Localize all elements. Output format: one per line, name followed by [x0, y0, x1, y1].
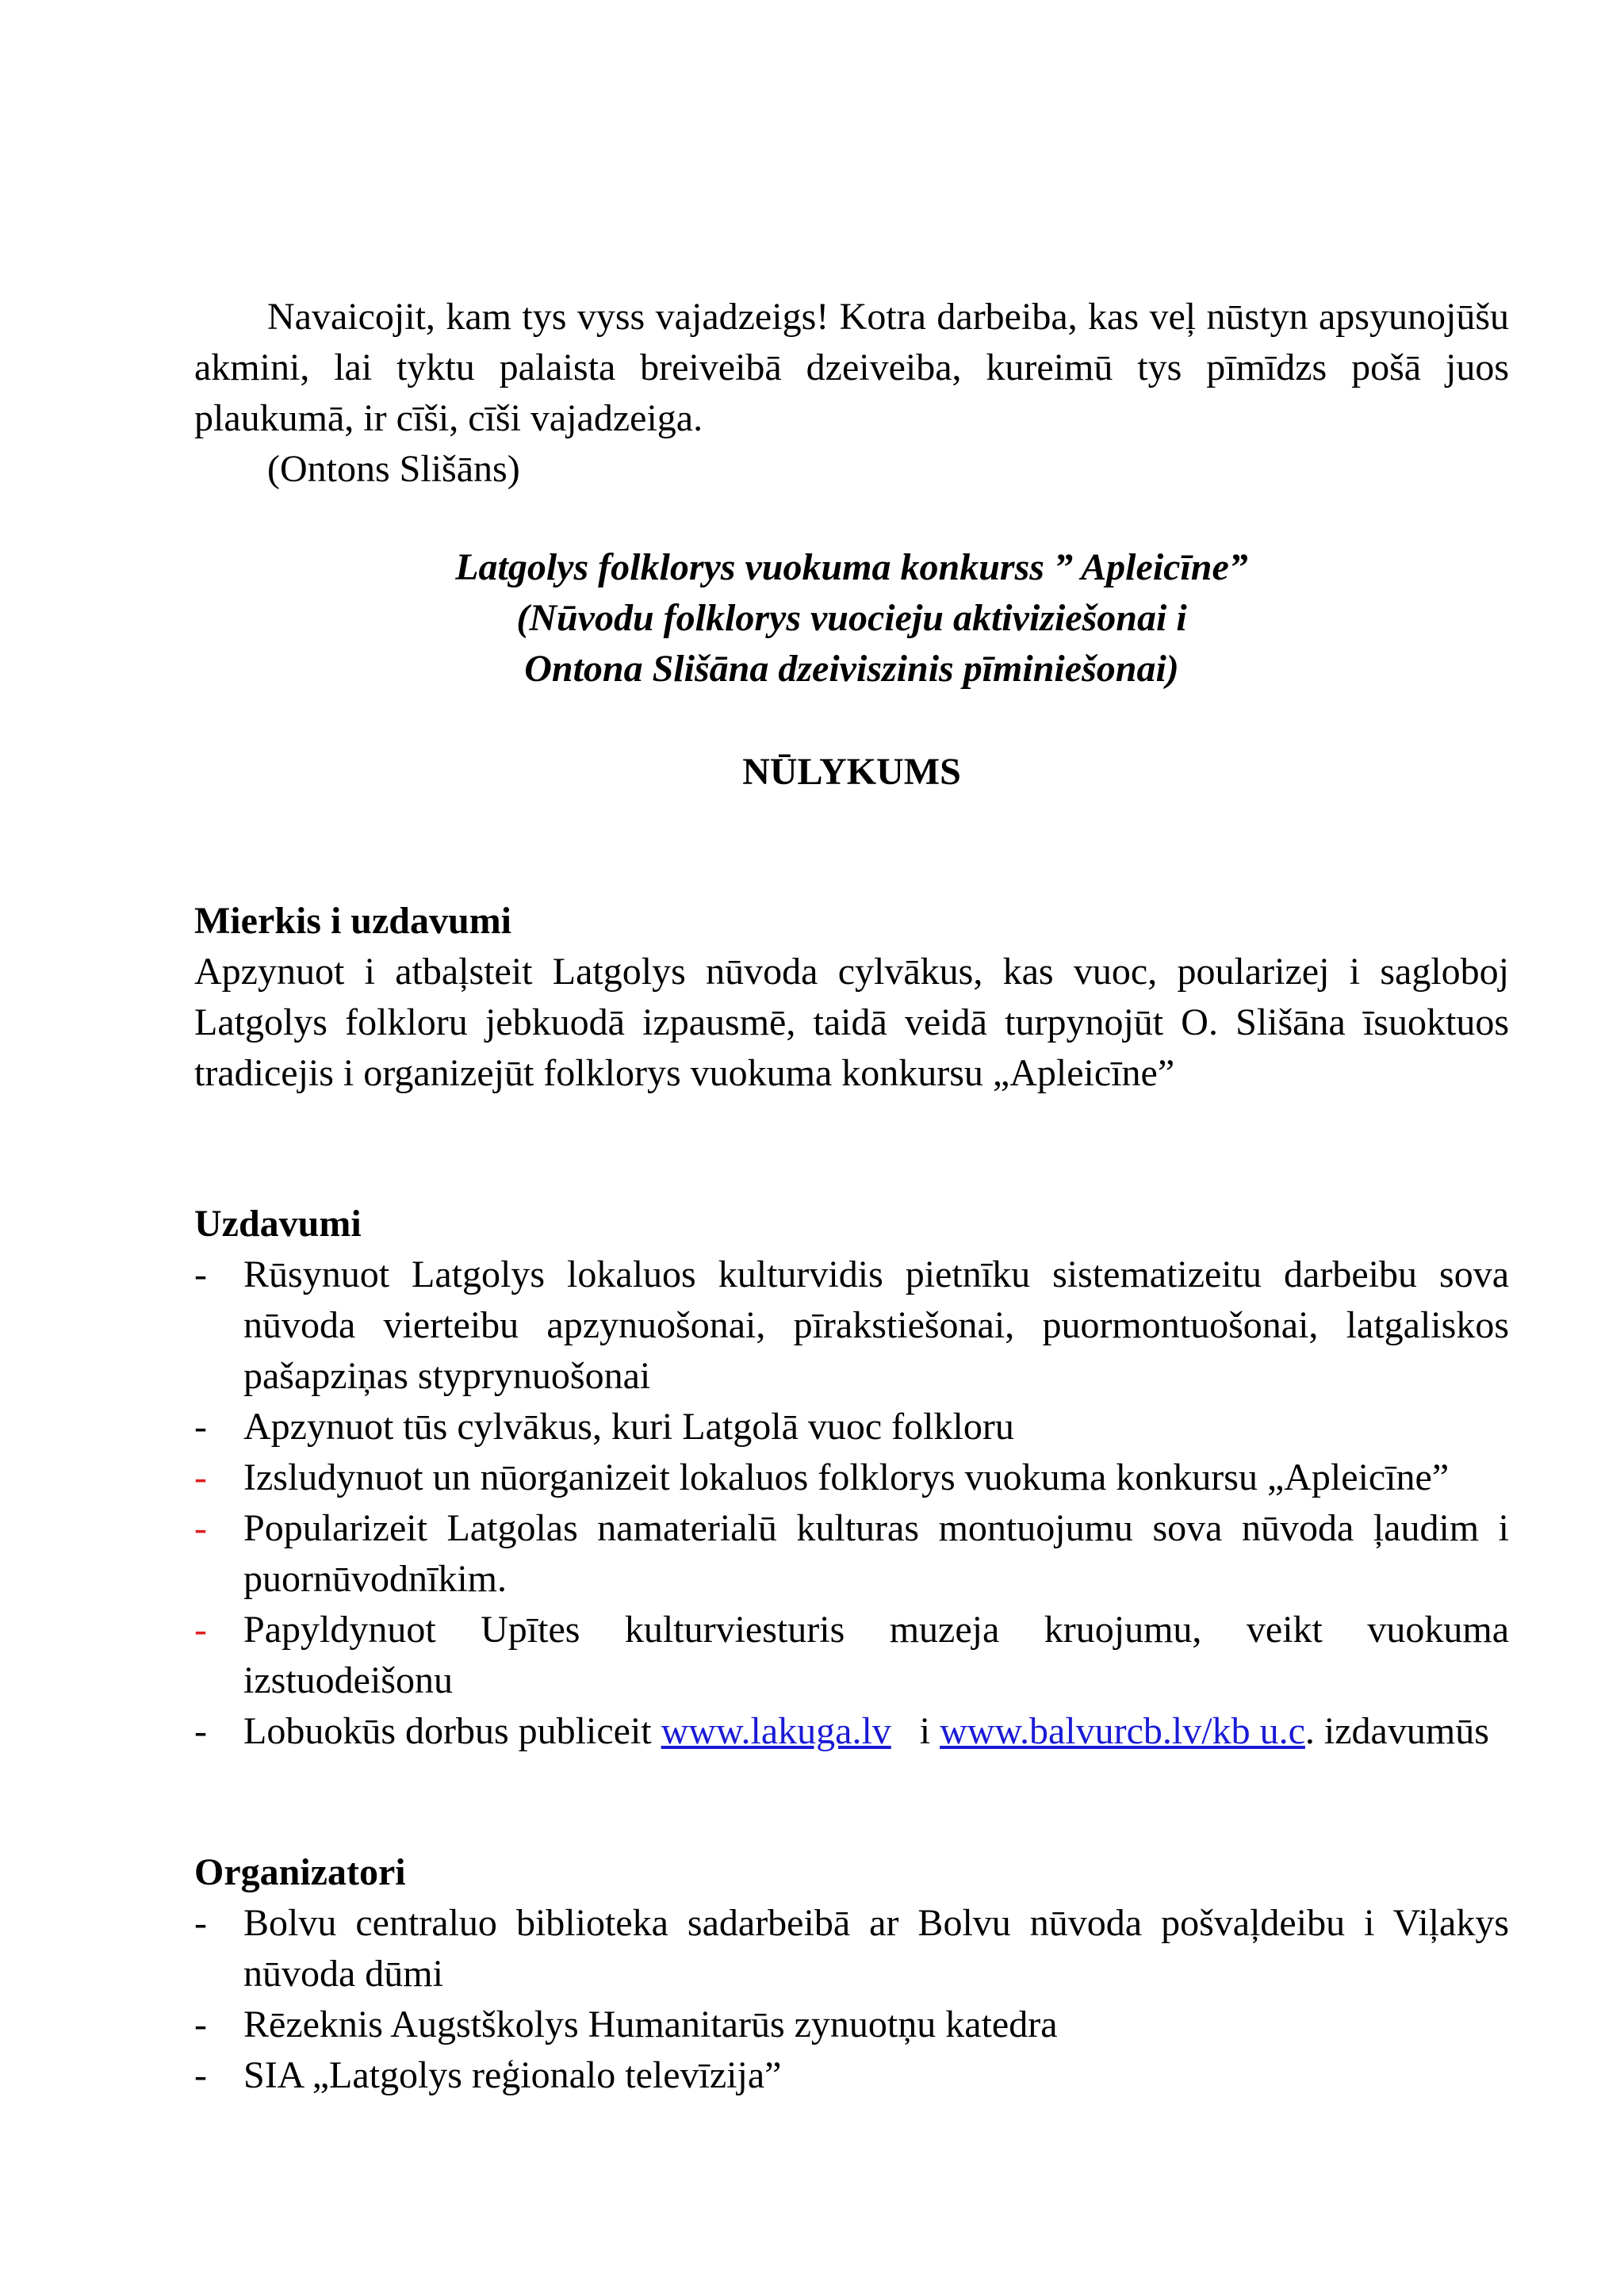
dash-marker: -: [194, 1902, 207, 1944]
epigraph: [194, 292, 1509, 495]
dash-marker: -: [194, 1253, 207, 1295]
section-goals: [194, 896, 1509, 1099]
section-tasks-heading: Uzdavumi: [194, 1203, 362, 1245]
list-item: - Izsludynuot un nūorganizeit lokaluos folklorys vuokuma konkursu „Apleicīne”: [194, 1452, 1509, 1503]
link-balvurcb[interactable]: www.balvurcb.lv/kb u.c: [940, 1710, 1305, 1752]
dash-marker: -: [194, 2003, 207, 2045]
title-line-3: Ontona Slišāna dzeiviszinis pīminiešonai): [524, 648, 1179, 690]
tasks-list: [194, 1249, 1509, 1757]
link-lakuga[interactable]: www.lakuga.lv: [661, 1710, 891, 1752]
list-item: - Papyldynuot Upītes kulturviesturis muzeja kruojumu, veikt vuokuma izstuodeišonu: [194, 1605, 1509, 1706]
epigraph-text: Navaicojit, kam tys vyss vajadzeigs! Kotra darbeiba, kas veļ nūstyn apsyunojūšu akmini, lai tyktu palaista breiveibā dzeiveiba, kureimū tys pīmīdzs pošā juos plaukumā, ir cīši, cīši vajadzeiga.: [194, 296, 1509, 439]
document-title: [194, 542, 1509, 695]
list-item: - Popularizeit Latgolas namaterialū kulturas montuojumu sova nūvoda ļaudim i puornūvodnīkim.: [194, 1503, 1509, 1605]
dash-marker-red: -: [194, 1507, 207, 1549]
dash-marker-red: -: [194, 1456, 207, 1498]
doc-heading: NŪLYKUMS: [742, 751, 961, 793]
section-goals-text: Apzynuot i atbaļsteit Latgolys nūvoda cylvākus, kas vuoc, poularizej i sagloboj Latgolys folkloru jebkuodā izpausmē, taidā veidā turpynojūt O. Slišāna īsuoktuos tradicejis i organizejūt folklorys vuokuma konkursu „Apleicīne”: [194, 951, 1509, 1094]
list-item: - Bolvu centraluo biblioteka sadarbeibā ar Bolvu nūvoda pošvaļdeibu i Viļakys nūvoda dūmi: [194, 1898, 1509, 1999]
section-goals-heading: Mierkis i uzdavumi: [194, 900, 512, 942]
list-item: - Rūsynuot Latgolys lokaluos kulturvidis pietnīku sistematizeitu darbeibu sova nūvoda vierteibu apzynuošonai, pīrakstiešonai, puormontuošonai, latgaliskos pašapziņas styprynuošonai: [194, 1249, 1509, 1402]
list-item: - Apzynuot tūs cylvākus, kuri Latgolā vuoc folkloru: [194, 1402, 1509, 1452]
dash-marker: -: [194, 2054, 207, 2096]
section-organizers: [194, 1847, 1509, 2101]
section-tasks: [194, 1199, 1509, 1757]
title-line-2: (Nūvodu folklorys vuocieju aktiviziešonai i: [516, 597, 1187, 639]
epigraph-author: (Ontons Slišāns): [267, 448, 520, 490]
dash-marker-red: -: [194, 1609, 207, 1651]
list-item-publish: - Lobuokūs dorbus publiceit www.lakuga.lv i www.balvurcb.lv/kb u.c. izdavumūs: [194, 1706, 1509, 1757]
organizers-list: [194, 1898, 1509, 2101]
dash-marker: -: [194, 1710, 207, 1752]
list-item: - Rēzeknis Augstškolys Humanitarūs zynuotņu katedra: [194, 1999, 1509, 2050]
title-line-1: Latgolys folklorys vuokuma konkurss ” Apleicīne”: [455, 546, 1248, 588]
section-organizers-heading: Organizatori: [194, 1851, 406, 1893]
list-item: - SIA „Latgolys reģionalo televīzija”: [194, 2050, 1509, 2101]
dash-marker: -: [194, 1406, 207, 1448]
